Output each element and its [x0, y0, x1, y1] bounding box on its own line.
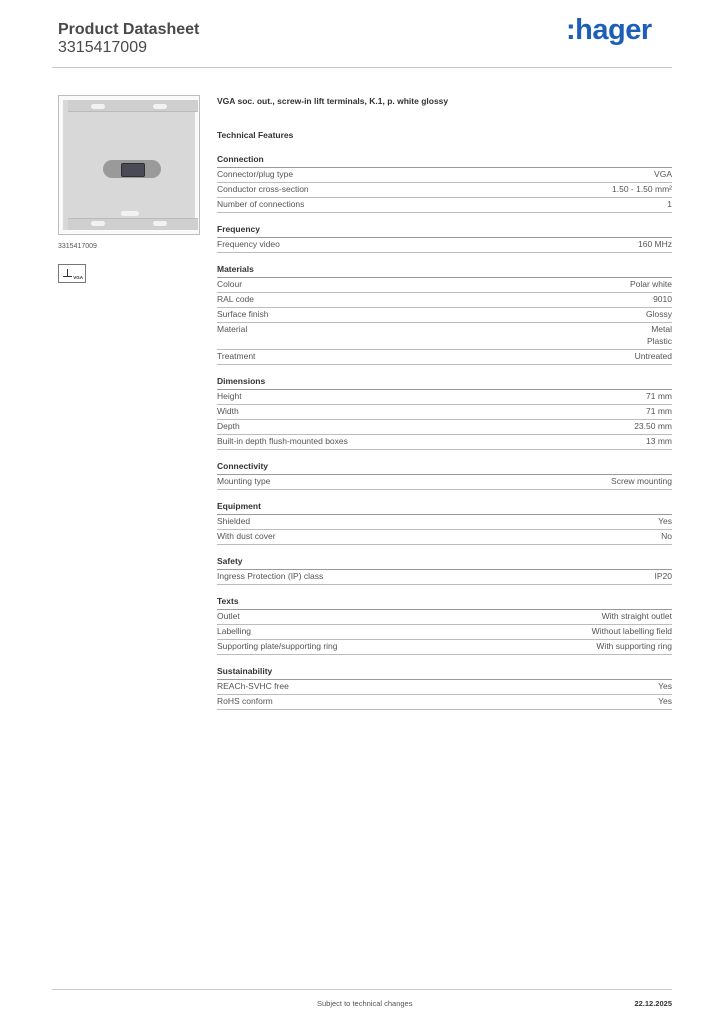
spec-value-line: Plastic: [646, 335, 672, 346]
spec-label: Treatment: [217, 350, 256, 361]
spec-row: [217, 350, 672, 365]
spec-section: [217, 264, 672, 365]
spec-value-line: Without labelling field: [591, 625, 672, 636]
spec-section: [217, 461, 672, 490]
spec-section: [217, 224, 672, 253]
spec-value-line: 1: [667, 199, 672, 209]
spec-row: [217, 530, 672, 545]
spec-row: [217, 238, 672, 253]
spec-label: Height: [217, 390, 242, 401]
section-title: Equipment: [217, 501, 672, 515]
spec-row: [217, 475, 672, 490]
hager-logo: :hager: [566, 14, 652, 46]
section-title: Frequency: [217, 224, 672, 238]
spec-value-line: 71 mm: [646, 390, 672, 401]
symbol-label: VGA: [73, 275, 83, 280]
spec-row: [217, 390, 672, 405]
spec-value-line: Untreated: [634, 350, 672, 361]
section-spacer: [217, 450, 672, 461]
spec-sections: [217, 154, 672, 710]
spec-label: RoHS conform: [217, 695, 273, 706]
spec-value-line: 13 mm: [646, 435, 672, 446]
spec-value: [634, 421, 672, 433]
plate-bottom-ear: [68, 218, 198, 230]
plate-slot: [153, 104, 167, 109]
section-spacer: [217, 655, 672, 666]
spec-label: Labelling: [217, 625, 252, 636]
spec-value: [653, 294, 672, 306]
spec-row: [217, 435, 672, 450]
spec-row: [217, 405, 672, 420]
spec-label: Ingress Protection (IP) class: [217, 570, 324, 581]
product-description: VGA soc. out., screw-in lift terminals, K.1, p. white glossy: [217, 96, 449, 106]
section-title: Materials: [217, 264, 672, 278]
spec-label: Colour: [217, 279, 243, 289]
spec-row: [217, 293, 672, 308]
spec-section: [217, 376, 672, 450]
spec-section: [217, 501, 672, 545]
spec-row: [217, 420, 672, 435]
spec-value: [667, 199, 672, 211]
spec-label: Width: [217, 405, 239, 416]
spec-value: [658, 696, 672, 708]
spec-row: [217, 680, 672, 695]
spec-value-line: 23.50 mm: [634, 420, 672, 431]
spec-label: Depth: [217, 420, 240, 431]
section-title: Sustainability: [217, 666, 672, 680]
product-image: [58, 95, 200, 235]
spec-value-line: Screw mounting: [611, 475, 672, 486]
product-code: 3315417009: [58, 39, 147, 56]
spec-value: [646, 309, 672, 321]
spec-value-line: Metal: [651, 324, 672, 334]
section-spacer: [217, 585, 672, 596]
spec-label: Shielded: [217, 515, 251, 526]
spec-section: [217, 556, 672, 585]
spec-value-line: With straight outlet: [601, 610, 672, 621]
plate-label-slot: [121, 211, 139, 216]
spec-value: [646, 406, 672, 418]
spec-row: [217, 640, 672, 655]
spec-value-line: No: [661, 530, 672, 541]
technical-features-heading: Technical Features: [217, 130, 294, 140]
spec-label: Surface finish: [217, 309, 269, 319]
spec-value-line: 1.50 - 1.50 mm²: [612, 184, 672, 194]
section-title: Connection: [217, 154, 672, 168]
plate-slot: [91, 221, 105, 226]
spec-value: [654, 169, 672, 181]
spec-row: [217, 278, 672, 293]
spec-value: [592, 626, 672, 638]
spec-row: [217, 168, 672, 183]
section-title: Texts: [217, 596, 672, 610]
spec-value-line: Yes: [658, 680, 672, 691]
spec-label: Built-in depth flush-mounted boxes: [217, 435, 348, 446]
spec-label: Mounting type: [217, 475, 271, 486]
spec-label: Conductor cross-section: [217, 184, 309, 194]
spec-label: Number of connections: [217, 199, 305, 209]
spec-label: RAL code: [217, 294, 255, 304]
spec-value: [658, 681, 672, 693]
spec-value: [647, 324, 672, 347]
plate-slot: [153, 221, 167, 226]
section-spacer: [217, 253, 672, 264]
spec-value: [638, 239, 672, 251]
spec-value: [635, 351, 672, 363]
spec-value-line: Polar white: [629, 279, 672, 289]
spec-row: [217, 323, 672, 350]
section-spacer: [217, 545, 672, 556]
footer-date: 22.12.2025: [634, 999, 672, 1008]
page-title: Product Datasheet: [58, 21, 200, 38]
symbol-stem: [67, 269, 68, 276]
plate-top-ear: [68, 100, 198, 112]
plate-slot: [91, 104, 105, 109]
section-spacer: [217, 490, 672, 501]
section-title: Dimensions: [217, 376, 672, 390]
spec-row: [217, 198, 672, 213]
section-title: Connectivity: [217, 461, 672, 475]
image-caption: 3315417009: [58, 243, 97, 250]
spec-value-line: 9010: [653, 294, 672, 304]
spec-label: Material: [217, 324, 248, 334]
spec-value: [646, 436, 672, 448]
spec-row: [217, 625, 672, 640]
spec-row: [217, 183, 672, 198]
vga-connector-icon: [103, 160, 161, 178]
spec-value-line: Yes: [658, 695, 672, 706]
vga-symbol-icon: [58, 264, 86, 283]
vga-port: [121, 163, 145, 177]
spec-row: [217, 515, 672, 530]
spec-row: [217, 695, 672, 710]
section-title: Safety: [217, 556, 672, 570]
spec-label: Frequency video: [217, 239, 280, 249]
spec-value-line: Glossy: [646, 309, 672, 319]
spec-value-line: With supporting ring: [596, 640, 672, 651]
spec-label: With dust cover: [217, 530, 276, 541]
spec-section: [217, 154, 672, 213]
section-spacer: [217, 213, 672, 224]
spec-value: [661, 531, 672, 543]
spec-value: [655, 571, 673, 583]
spec-row: [217, 570, 672, 585]
spec-value-line: IP20: [654, 570, 672, 581]
spec-label: Connector/plug type: [217, 169, 294, 179]
spec-label: Supporting plate/supporting ring: [217, 640, 338, 651]
spec-value: [596, 641, 672, 653]
spec-row: [217, 610, 672, 625]
header-divider: [52, 67, 672, 68]
spec-value: [602, 611, 672, 623]
spec-value: [630, 279, 672, 291]
spec-value-line: VGA: [654, 169, 672, 179]
spec-content: [217, 96, 672, 710]
spec-value-line: Yes: [658, 515, 672, 526]
spec-value: [611, 476, 672, 488]
spec-value: [646, 391, 672, 403]
symbol-base: [63, 276, 72, 277]
spec-value: [612, 184, 672, 196]
spec-value-line: 160 MHz: [637, 239, 672, 249]
spec-section: [217, 666, 672, 710]
spec-label: REACh-SVHC free: [217, 680, 289, 691]
spec-label: Outlet: [217, 610, 240, 621]
footer-note: Subject to technical changes: [317, 999, 413, 1008]
spec-value-line: 71 mm: [646, 405, 672, 416]
footer-divider: [52, 989, 672, 990]
spec-section: [217, 596, 672, 655]
spec-row: [217, 308, 672, 323]
section-spacer: [217, 365, 672, 376]
spec-value: [658, 516, 672, 528]
cover-plate: [63, 100, 195, 230]
